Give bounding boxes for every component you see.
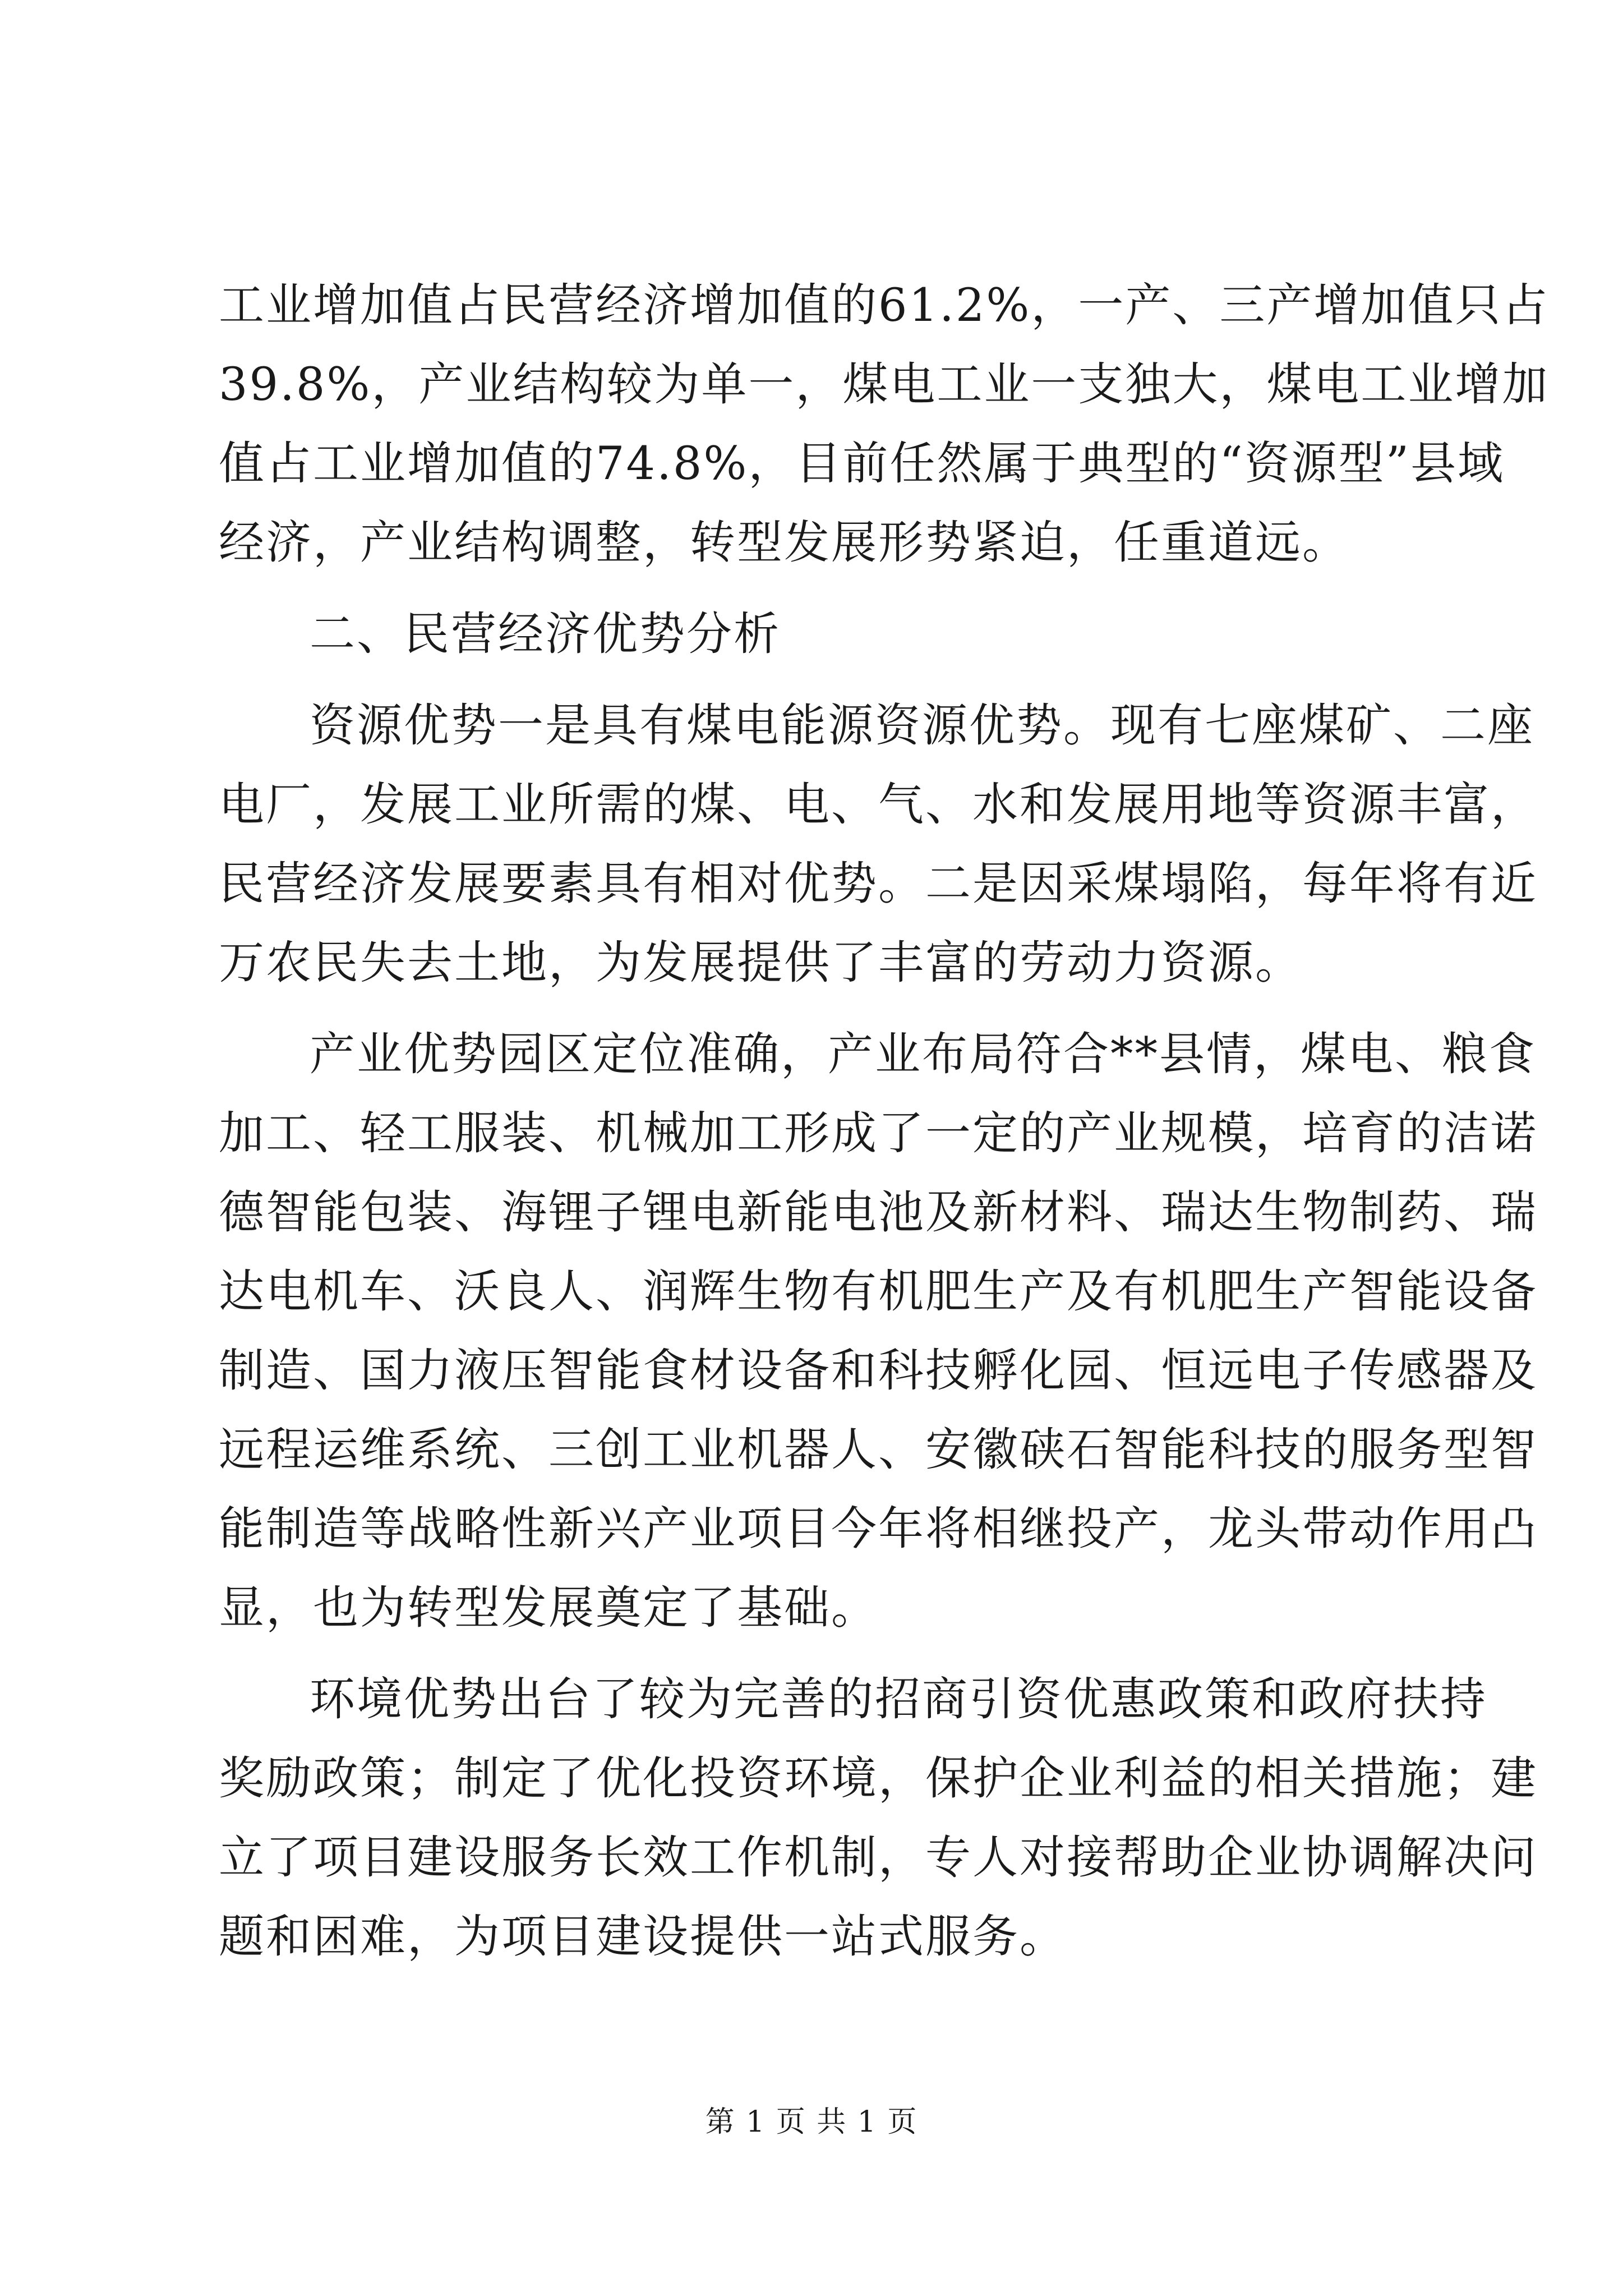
text-line: 奖励政策；制定了优化投资环境，保护企业利益的相关措施；建 — [219, 1752, 1538, 1805]
text-line: 39.8%，产业结构较为单一，煤电工业一支独大，煤电工业增加 — [219, 358, 1550, 411]
text-line: 值占工业增加值的74.8%，目前任然属于典型的“资源型”县域 — [219, 438, 1505, 490]
paragraph-industry-advantage — [219, 1015, 1538, 1648]
text-line: 万农民失去土地，为发展提供了丰富的劳动力资源。 — [219, 937, 1303, 990]
text-line: 达电机车、沃良人、润辉生物有机肥生产及有机肥生产智能设备 — [219, 1266, 1538, 1318]
text-line: 产业优势园区定位准确，产业布局符合**县情，煤电、粮食 — [310, 1028, 1537, 1081]
paragraph-industry-structure — [219, 266, 1550, 583]
text-line: 经济，产业结构调整，转型发展形势紧迫，任重道远。 — [219, 517, 1350, 569]
text-line: 民营经济发展要素具有相对优势。二是因采煤塌陷，每年将有近 — [219, 858, 1538, 910]
text-line: 电厂，发展工业所需的煤、电、气、水和发展用地等资源丰富， — [219, 779, 1538, 831]
text-line: 远程运维系统、三创工业机器人、安徽硖石智能科技的服务型智 — [219, 1424, 1538, 1476]
paragraph-resource-advantage — [219, 687, 1538, 1003]
text-line: 德智能包装、海锂子锂电新能电池及新材料、瑞达生物制药、瑞 — [219, 1186, 1538, 1239]
text-line: 题和困难，为项目建设提供一站式服务。 — [219, 1911, 1067, 1963]
paragraph-environment-advantage — [219, 1660, 1538, 1977]
text-line: 立了项目建设服务长效工作机制，专人对接帮助企业协调解决问 — [219, 1832, 1538, 1884]
text-line: 工业增加值占民营经济增加值的61.2%，一产、三产增加值只占 — [219, 279, 1550, 332]
text-line: 资源优势一是具有煤电能源资源优势。现有七座煤矿、二座 — [310, 700, 1535, 752]
text-line: 能制造等战略性新兴产业项目今年将相继投产，龙头带动作用凸 — [219, 1503, 1538, 1556]
text-line: 制造、国力液压智能食材设备和科技孵化园、恒远电子传感器及 — [219, 1345, 1538, 1397]
section-heading — [219, 595, 1430, 674]
text-line: 显，也为转型发展奠定了基础。 — [219, 1582, 879, 1635]
text-line: 加工、轻工服装、机械加工形成了一定的产业规模，培育的洁诺 — [219, 1107, 1538, 1160]
page-footer: 第 1 页 共 1 页 — [705, 2105, 918, 2139]
section-heading-text: 二、民营经济优势分析 — [310, 608, 781, 661]
document-body — [219, 266, 1550, 1977]
text-line: 环境优势出台了较为完善的招商引资优惠政策和政府扶持 — [310, 1673, 1488, 1726]
